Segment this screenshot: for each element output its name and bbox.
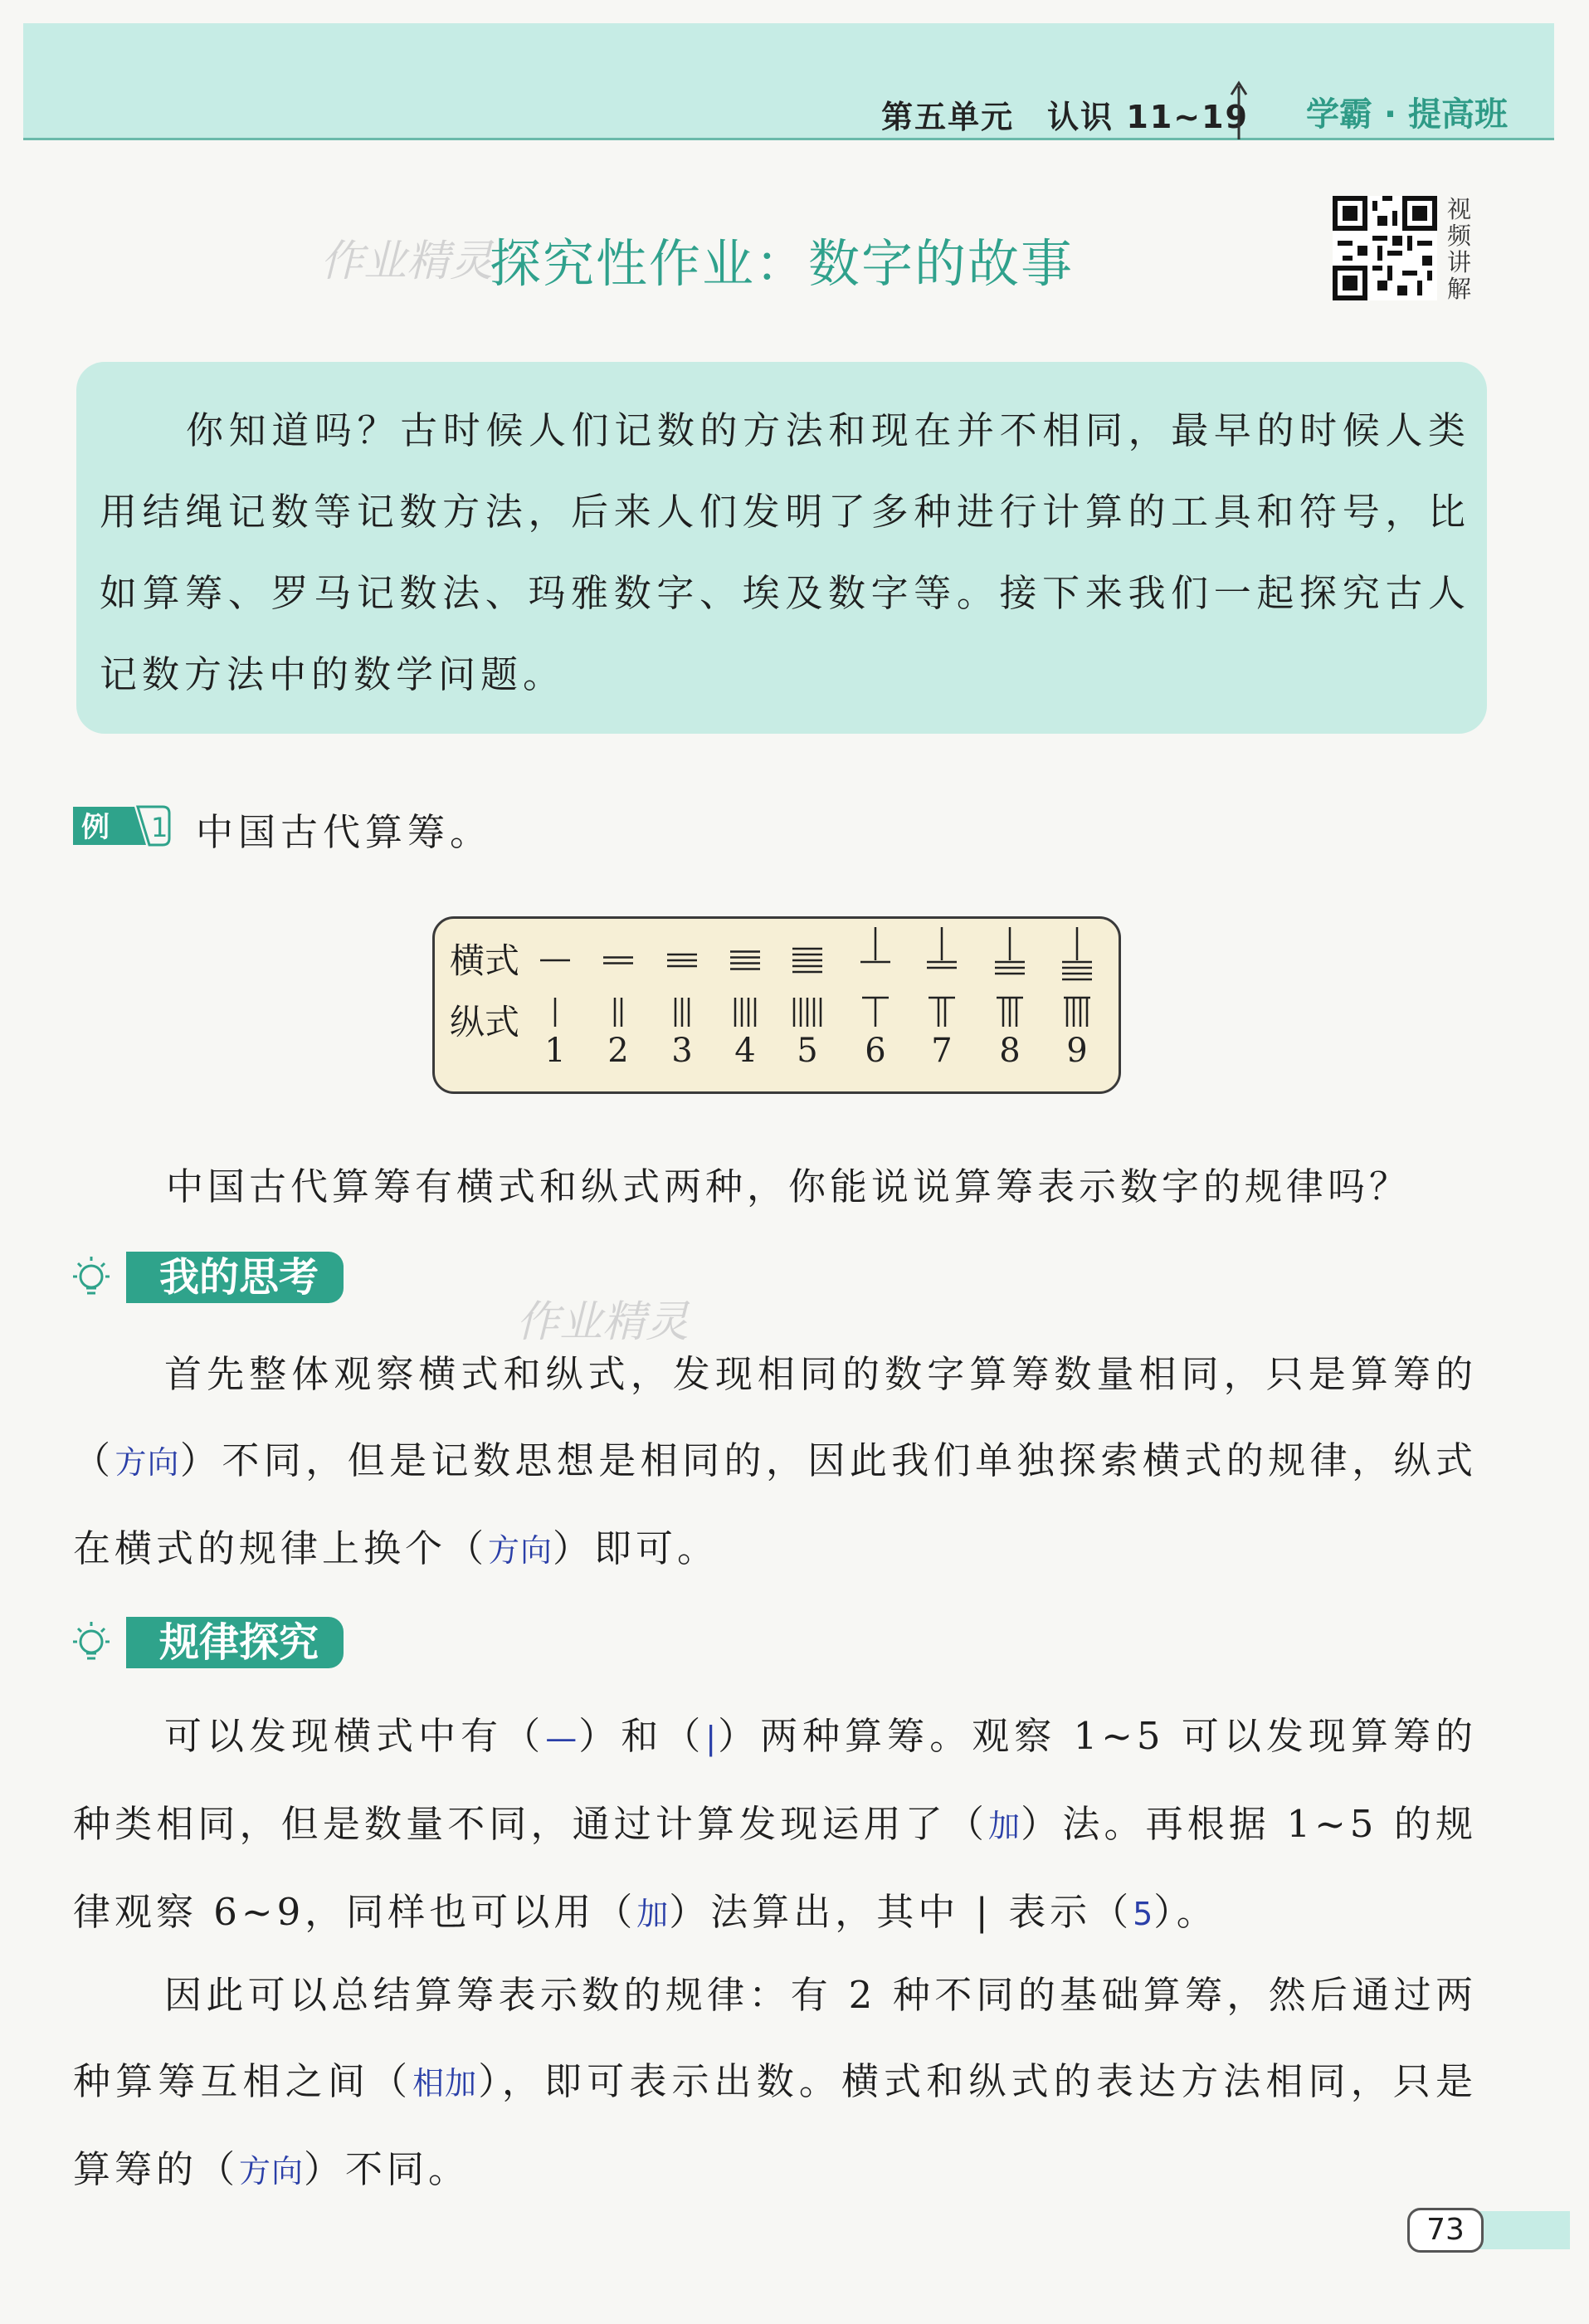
rod-number: 2 (607, 1032, 629, 1070)
watermark: 作业精灵 (516, 1297, 690, 1347)
section-thinking-title: 我的思考 (126, 1252, 344, 1303)
page-title: 探究性作业：数字的故事 (490, 233, 1075, 294)
rule-text-5: ）法算出，其中 | 表示（ (669, 1890, 1133, 1934)
question-text: 中国古代算筹有横式和纵式两种，你能说说算筹表示数字的规律吗？ (166, 1164, 1411, 1208)
rod-number: 4 (734, 1032, 756, 1070)
header-divider (23, 138, 1554, 140)
rule-paragraph-1 (73, 1693, 1477, 1957)
brand-label: 学霸 · 提高班 (1305, 95, 1508, 134)
example-tag (71, 805, 171, 847)
vertical-label: 纵式 (450, 1002, 520, 1042)
example-number: 1 (151, 812, 168, 843)
example-tag-label: 例 (81, 811, 110, 844)
rule-text-8: ），即可表示出数。横式和纵式的表达方法相同，只是算筹的（ (73, 2059, 1477, 2191)
rod-number: 6 (865, 1032, 886, 1070)
thinking-text-1: 首先整体观察横式和纵式，发现相同的数字算筹数量相同，只是算筹的（ (73, 1352, 1477, 1482)
rule-text-4: ）法。再根据 1~5 的规律观察 6~9，同样也可以用（ (73, 1802, 1477, 1934)
rod-number: 9 (1066, 1032, 1088, 1070)
example-title: 中国古代算筹。 (196, 810, 493, 854)
qr-label: 视频讲解 (1447, 195, 1472, 303)
intro-text: 你知道吗？古时候人们记数的方法和现在并不相同，最早的时候人类用结绳记数等记数方法，后来人们发明了多种进行计算的工具和符号，比如算筹、罗马记数法、玛雅数字、埃及数字等。接下来我们一起探究古人记数方法中的数学问题。 (100, 408, 1470, 696)
watermark: 作业精灵 (320, 237, 494, 286)
rod-number: 1 (544, 1032, 566, 1070)
counting-rod-table (432, 916, 1121, 1094)
answer-direction-3: 方向 (239, 2153, 305, 2190)
rule-text-7: 因此可以总结算筹表示数的规律：有 2 种不同的基础算筹，然后通过两种算筹互相之间（ (73, 1973, 1477, 2103)
thinking-text-3: ）即可。 (553, 1526, 719, 1570)
rod-number: 8 (999, 1032, 1021, 1070)
rule-text-6: ）。 (1153, 1890, 1218, 1934)
rule-text-1: 可以发现横式中有（ (164, 1714, 546, 1758)
answer-direction-2: 方向 (488, 1532, 553, 1569)
answer-add-1: 加 (988, 1808, 1021, 1844)
answer-add-2: 加 (636, 1896, 670, 1932)
answer-five: 5 (1133, 1896, 1154, 1932)
lightbulb-icon (66, 1618, 116, 1668)
thinking-text-2: ）不同，但是记数思想是相同的，因此我们单独探索横式的规律，纵式在横式的规律上换个（ (73, 1438, 1477, 1570)
rule-text-3: ）两种算筹。观察 1~5 可以发现算筹的种类相同，但是数量不同，通过计算发现运用了（ (73, 1714, 1477, 1846)
rule-text-9: ）不同。 (304, 2147, 470, 2191)
rod-number: 5 (797, 1032, 818, 1070)
rod-number: 7 (931, 1032, 953, 1070)
answer-vertical-rod: | (705, 1720, 718, 1756)
lightbulb-icon (66, 1253, 116, 1303)
rule-paragraph-2 (73, 1952, 1477, 2214)
rule-text-2: ）和（ (578, 1714, 706, 1758)
answer-direction-1: 方向 (115, 1444, 180, 1481)
rod-figures (435, 919, 1119, 1091)
answer-add-together: 相加 (412, 2065, 478, 2102)
thinking-paragraph (73, 1331, 1477, 1594)
horizontal-label: 横式 (450, 940, 520, 981)
rod-number: 3 (671, 1032, 693, 1070)
answer-horizontal-rod: — (545, 1720, 578, 1756)
section-rule-title: 规律探究 (126, 1617, 344, 1668)
qr-code-icon[interactable] (1333, 196, 1437, 300)
page-number: 73 (1407, 2208, 1484, 2253)
arrow-up-icon (1226, 80, 1251, 141)
unit-title: 第五单元 认识 11~19 (881, 99, 1249, 135)
